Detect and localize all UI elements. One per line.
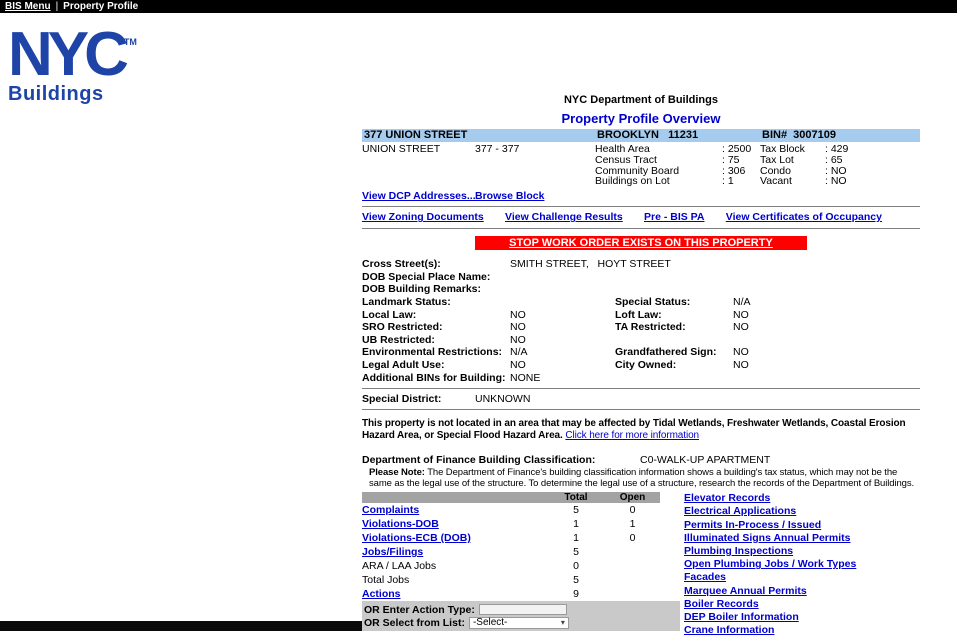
logo-nyc-text — [8, 14, 137, 89]
total-count: 5 — [573, 546, 579, 559]
stat-value: : 306 — [722, 164, 746, 177]
detail-value: SMITH STREET, HOYT STREET — [510, 258, 671, 271]
alert-row — [362, 237, 920, 251]
stat-value: : 429 — [825, 143, 849, 155]
view-challenge-results-link[interactable]: View Challenge Results — [505, 211, 623, 224]
marquee-annual-permits-link[interactable]: Marquee Annual Permits — [684, 584, 807, 597]
detail-row — [362, 346, 920, 359]
bottom-frame-bar — [0, 621, 362, 631]
bis-menu-link[interactable]: BIS Menu — [5, 1, 51, 12]
detail-value: NO — [733, 321, 749, 334]
select-from-list-row — [364, 616, 680, 629]
finance-note — [362, 468, 920, 489]
table-row — [362, 573, 660, 587]
detail-value — [733, 334, 920, 347]
open-count: 0 — [629, 532, 636, 545]
open-count — [605, 559, 660, 573]
stat-value: : NO — [825, 175, 847, 188]
detail-value — [733, 271, 920, 284]
address-header-bar — [362, 129, 920, 142]
detail-row — [362, 359, 920, 372]
special-district-label: Special District: — [362, 393, 442, 406]
property-profile-content — [362, 94, 920, 637]
detail-label: DOB Special Place Name: — [362, 270, 491, 283]
detail-value — [510, 296, 615, 309]
stat-label: Census Tract — [595, 153, 657, 166]
detail-value — [733, 258, 920, 271]
divider — [362, 409, 920, 410]
permits-in-process-issued-link[interactable]: Permits In-Process / Issued — [684, 518, 822, 531]
detail-label: City Owned: — [615, 358, 677, 371]
stat-label: Health Area — [595, 143, 650, 155]
dept-title: NYC Department of Buildings — [563, 94, 718, 106]
finance-note-bold: Please Note: — [369, 467, 425, 479]
stat-label: Condo — [760, 164, 791, 177]
property-details — [362, 258, 920, 384]
detail-label: SRO Restricted: — [362, 321, 443, 334]
detail-label: DOB Building Remarks: — [362, 283, 482, 296]
detail-value: NONE — [510, 371, 541, 384]
detail-value — [733, 283, 920, 296]
stat-label: Tax Block — [760, 143, 805, 155]
jobs-filings-link[interactable]: Jobs/Filings — [362, 546, 424, 559]
detail-row — [362, 334, 920, 347]
detail-label: UB Restricted: — [362, 333, 435, 346]
summary-header-total: Total — [564, 492, 588, 504]
detail-row — [362, 271, 920, 284]
detail-label: Local Law: — [362, 308, 417, 321]
detail-value: N/A — [733, 295, 751, 308]
summary-header-open: Open — [619, 492, 646, 504]
special-district-value: UNKNOWN — [475, 393, 531, 406]
header-street-address: 377 UNION STREET — [364, 129, 468, 141]
detail-label: TA Restricted: — [615, 321, 686, 334]
detail-label: Additional BINs for Building: — [362, 371, 506, 384]
stat-label: Vacant — [760, 175, 792, 188]
view-zoning-documents-link[interactable]: View Zoning Documents — [362, 211, 484, 224]
detail-value — [510, 283, 615, 296]
detail-label — [615, 334, 733, 347]
topbar-page-title: Property Profile — [63, 1, 139, 12]
detail-value: NO — [733, 308, 749, 321]
violations-dob-link[interactable]: Violations-DOB — [362, 518, 439, 531]
summary-left-column — [362, 492, 680, 637]
finance-note-text: The Department of Finance's building classification information shows a building's tax status, which may not be the same as the legal use of the structure. To determine the legal use of a structure, research the records of the Department of Buildings. — [369, 467, 915, 489]
page-title: Property Profile Overview — [561, 111, 721, 126]
summary-header-empty — [362, 492, 547, 503]
detail-value: NO — [510, 358, 526, 371]
enter-action-type-label: OR Enter Action Type: — [364, 603, 475, 616]
detail-label: Loft Law: — [615, 308, 662, 321]
property-stats — [362, 144, 920, 187]
stop-work-order-alert[interactable]: STOP WORK ORDER EXISTS ON THIS PROPERTY — [475, 236, 807, 250]
detail-row — [362, 283, 920, 296]
topbar-separator: | — [55, 1, 59, 12]
table-row — [362, 559, 660, 573]
header-borough-zip: BROOKLYN 11231 — [597, 129, 699, 141]
detail-label — [615, 283, 733, 296]
open-count: 0 — [629, 504, 636, 517]
stat-value: : 1 — [722, 175, 734, 188]
finance-classification-value: C0-WALK-UP APARTMENT — [640, 454, 771, 467]
detail-label: Landmark Status: — [362, 295, 451, 308]
stat-value: : 75 — [722, 153, 740, 166]
open-count — [605, 587, 660, 601]
finance-classification-label: Department of Finance Building Classification: — [362, 454, 596, 467]
open-plumbing-jobs-work-types-link[interactable]: Open Plumbing Jobs / Work Types — [684, 558, 857, 571]
detail-row — [362, 296, 920, 309]
detail-label — [615, 258, 733, 271]
crane-information-link[interactable]: Crane Information — [684, 624, 775, 637]
browse-block-link[interactable]: Browse Block — [475, 190, 545, 203]
top-menu-bar — [0, 0, 957, 13]
plumbing-inspections-link[interactable]: Plumbing Inspections — [684, 544, 794, 557]
detail-value: NO — [510, 333, 526, 346]
detail-label: Legal Adult Use: — [362, 358, 445, 371]
special-district-row — [362, 393, 920, 405]
table-row — [362, 587, 660, 601]
total-jobs-label: Total Jobs — [362, 574, 410, 587]
nav-links — [362, 211, 920, 224]
detail-value — [510, 271, 615, 284]
dropdown-arrow-icon: ▾ — [560, 618, 565, 628]
boiler-records-link[interactable]: Boiler Records — [684, 597, 759, 610]
detail-value: NO — [733, 358, 749, 371]
nyc-buildings-logo — [8, 14, 137, 106]
summary-table-header — [362, 492, 660, 503]
table-row — [362, 531, 660, 545]
view-dcp-addresses-link[interactable]: View DCP Addresses... — [362, 190, 476, 203]
action-type-select[interactable] — [469, 617, 569, 629]
logo-buildings-text: Buildings — [8, 83, 104, 105]
detail-label: Special Status: — [615, 295, 691, 308]
stat-value: : 2500 — [722, 143, 752, 155]
total-count: 5 — [573, 574, 579, 587]
actions-link[interactable]: Actions — [362, 588, 401, 601]
total-count: 5 — [573, 504, 579, 517]
table-row — [362, 517, 660, 531]
select-selected-value: -Select- — [472, 617, 508, 629]
stat-label: Tax Lot — [760, 153, 794, 166]
hazard-area-text: This property is not located in an area that may be affected by Tidal Wetlands, Freshwater Wetlands, Coastal Erosion Hazard Area, or Special Flood Hazard Area. — [362, 418, 906, 441]
detail-row — [362, 372, 920, 385]
logo-trademark: TM — [123, 37, 137, 47]
ara-laa-jobs-label: ARA / LAA Jobs — [362, 560, 437, 573]
view-certificates-of-occupancy-link[interactable]: View Certificates of Occupancy — [725, 211, 882, 224]
electrical-applications-link[interactable]: Electrical Applications — [684, 505, 797, 518]
stats-row — [362, 176, 920, 187]
complaints-link[interactable]: Complaints — [362, 504, 420, 517]
action-form — [362, 601, 680, 631]
facades-link[interactable]: Facades — [684, 571, 727, 584]
street-name: UNION STREET — [362, 143, 441, 155]
dep-boiler-information-link[interactable]: DEP Boiler Information — [684, 610, 799, 623]
total-count: 1 — [573, 518, 579, 531]
open-count: 1 — [629, 518, 636, 531]
detail-label — [615, 372, 733, 385]
elevator-records-link[interactable]: Elevator Records — [684, 492, 771, 505]
summary-table — [362, 492, 660, 601]
detail-value: NO — [733, 346, 749, 359]
total-count: 1 — [573, 532, 579, 545]
finance-classification — [362, 454, 920, 466]
detail-value: N/A — [510, 346, 528, 359]
pre-bis-pa-link[interactable]: Pre - BIS PA — [643, 211, 705, 224]
hazard-area-note — [362, 418, 920, 441]
open-count — [605, 545, 660, 559]
divider — [362, 228, 920, 229]
detail-value — [733, 372, 920, 385]
detail-label — [615, 271, 733, 284]
logo-nyc-letters: NYC — [8, 20, 124, 89]
stat-value: : 65 — [825, 153, 843, 166]
table-row — [362, 503, 660, 517]
records-links — [684, 492, 856, 637]
detail-label: Grandfathered Sign: — [615, 346, 717, 359]
divider — [362, 388, 920, 389]
violations-ecb-link[interactable]: Violations-ECB (DOB) — [362, 532, 471, 545]
total-count: 0 — [573, 560, 579, 573]
header-bin: BIN# 3007109 — [762, 129, 836, 141]
detail-label: Cross Street(s): — [362, 258, 441, 271]
more-information-link[interactable]: Click here for more information — [565, 429, 699, 441]
detail-row — [362, 258, 920, 271]
detail-row — [362, 321, 920, 334]
stat-label: Community Board — [595, 164, 680, 177]
detail-value: NO — [510, 308, 526, 321]
stat-value: : NO — [825, 164, 847, 177]
action-type-input[interactable] — [479, 604, 567, 615]
select-from-list-label: OR Select from List: — [364, 616, 465, 629]
illuminated-signs-annual-permits-link[interactable]: Illuminated Signs Annual Permits — [684, 531, 851, 544]
summary-section — [362, 492, 920, 637]
address-range: 377 - 377 — [475, 143, 520, 155]
table-row — [362, 545, 660, 559]
detail-row — [362, 309, 920, 322]
open-count — [605, 573, 660, 587]
detail-value: NO — [510, 321, 526, 334]
total-count: 9 — [573, 588, 579, 601]
enter-action-type-row — [364, 603, 680, 616]
detail-label: Environmental Restrictions: — [362, 346, 503, 359]
dcp-links-row — [362, 190, 920, 202]
divider — [362, 206, 920, 207]
stat-label: Buildings on Lot — [595, 175, 670, 188]
stats-row — [362, 155, 920, 166]
